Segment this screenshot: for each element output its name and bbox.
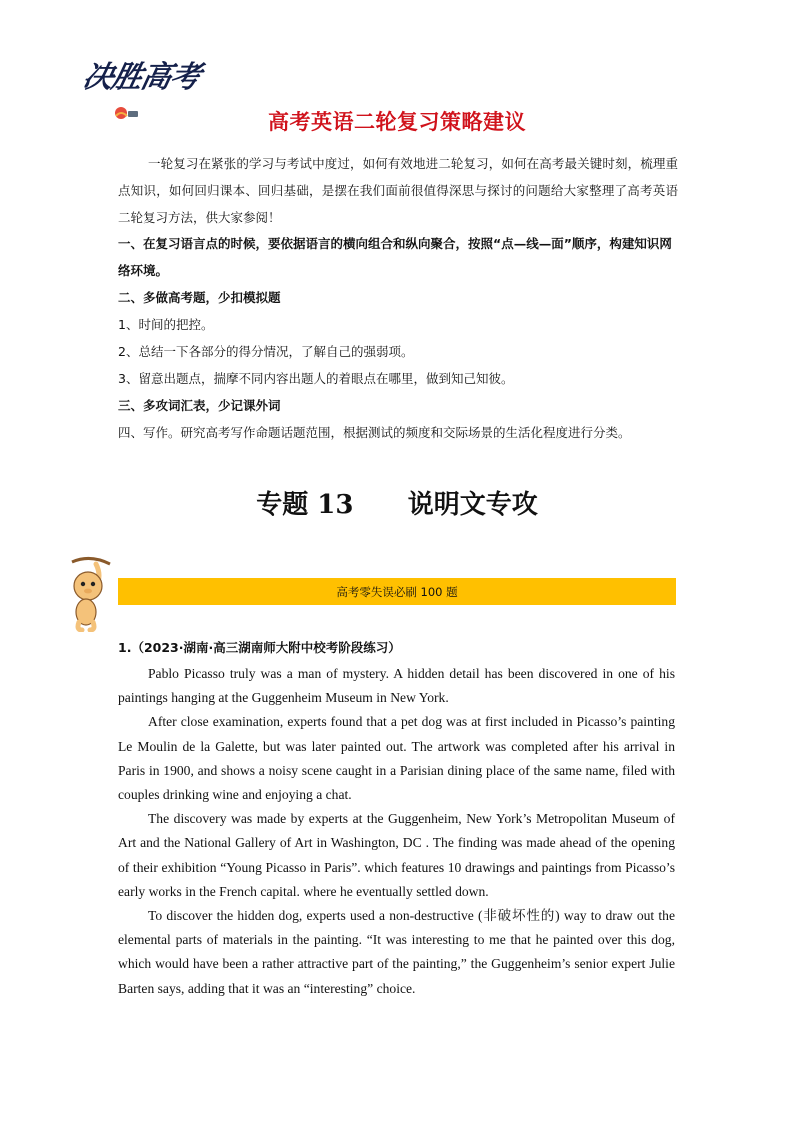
strategy-item: 3、留意出题点，揣摩不同内容出题人的着眼点在哪里，做到知己知彼。 — [118, 371, 514, 386]
question-header: 1.（2023·湖南·高三湖南师大附中校考阶段练习） — [118, 640, 401, 655]
banner-label: 高考零失误必刷 100 题 — [336, 584, 458, 599]
monkey-mascot-icon — [66, 556, 112, 632]
strategy-item: 二、多做高考题，少扣模拟题 — [118, 290, 281, 305]
section-banner — [118, 578, 676, 605]
passage-paragraph: After close examination, experts found that a pet dog was at first included in Picasso’s painting Le Moulin de la Galette, but was later painted out. The artwork was completed after his arrival in Paris in 1900, and shows a noisy scene caught in a Parisian dining place of the same name, filed with couples drinking wine and enjoying a chat. — [118, 714, 675, 803]
strategy-list — [118, 230, 680, 446]
strategy-item: 三、多攻词汇表，少记课外词 — [118, 398, 281, 413]
strategy-item: 四、写作。研究高考写作命题话题范围，根据测试的频度和交际场景的生活化程度进行分类。 — [118, 425, 631, 440]
intro-paragraph: 一轮复习在紧张的学习与考试中度过，如何有效地进二轮复习，如何在高考最关键时刻，梳理重点知识，如何回归课本、回归基础，是摆在我们面前很值得深思与探讨的问题给大家整理了高考英语二轮复习方法，供大家参阅！ — [118, 156, 678, 225]
passage-paragraph: To discover the hidden dog, experts used a non-destructive (非破坏性的) way to draw out the elemental parts of materials in the painting. “It was interesting to me that he painted over this dog, which would have been a rather attractive part of the painting,” the Guggenheim’s senior expert Julie Barten says, adding that it was an “interesting” choice. — [118, 908, 675, 996]
reading-passage — [118, 662, 675, 1001]
passage-paragraph: Pablo Picasso truly was a man of mystery. A hidden detail has been discovered in one of his paintings hanging at the Guggenheim Museum in New York. — [118, 666, 675, 706]
topic-title: 专题 13 说明文专攻 — [256, 490, 538, 520]
passage-paragraph: The discovery was made by experts at the Guggenheim, New York’s Metropolitan Museum of Art and the National Gallery of Art in Washington, DC . The finding was made ahead of the opening of their exhibition “Young Picasso in Paris”. which features 10 drawings and paintings from Picasso’s early works in the French capital. where he eventually settled down. — [118, 811, 675, 899]
strategy-item: 2、总结一下各部分的得分情况，了解自己的强弱项。 — [118, 344, 414, 359]
page-title: 高考英语二轮复习策略建议 — [268, 110, 526, 134]
strategy-item: 1、时间的把控。 — [118, 317, 214, 332]
strategy-item: 一、在复习语言点的时候，要依据语言的横向组合和纵向聚合，按照“点—线—面”顺序，构建知识网络环境。 — [118, 236, 672, 278]
logo-text: 决胜高考 — [79, 60, 203, 95]
